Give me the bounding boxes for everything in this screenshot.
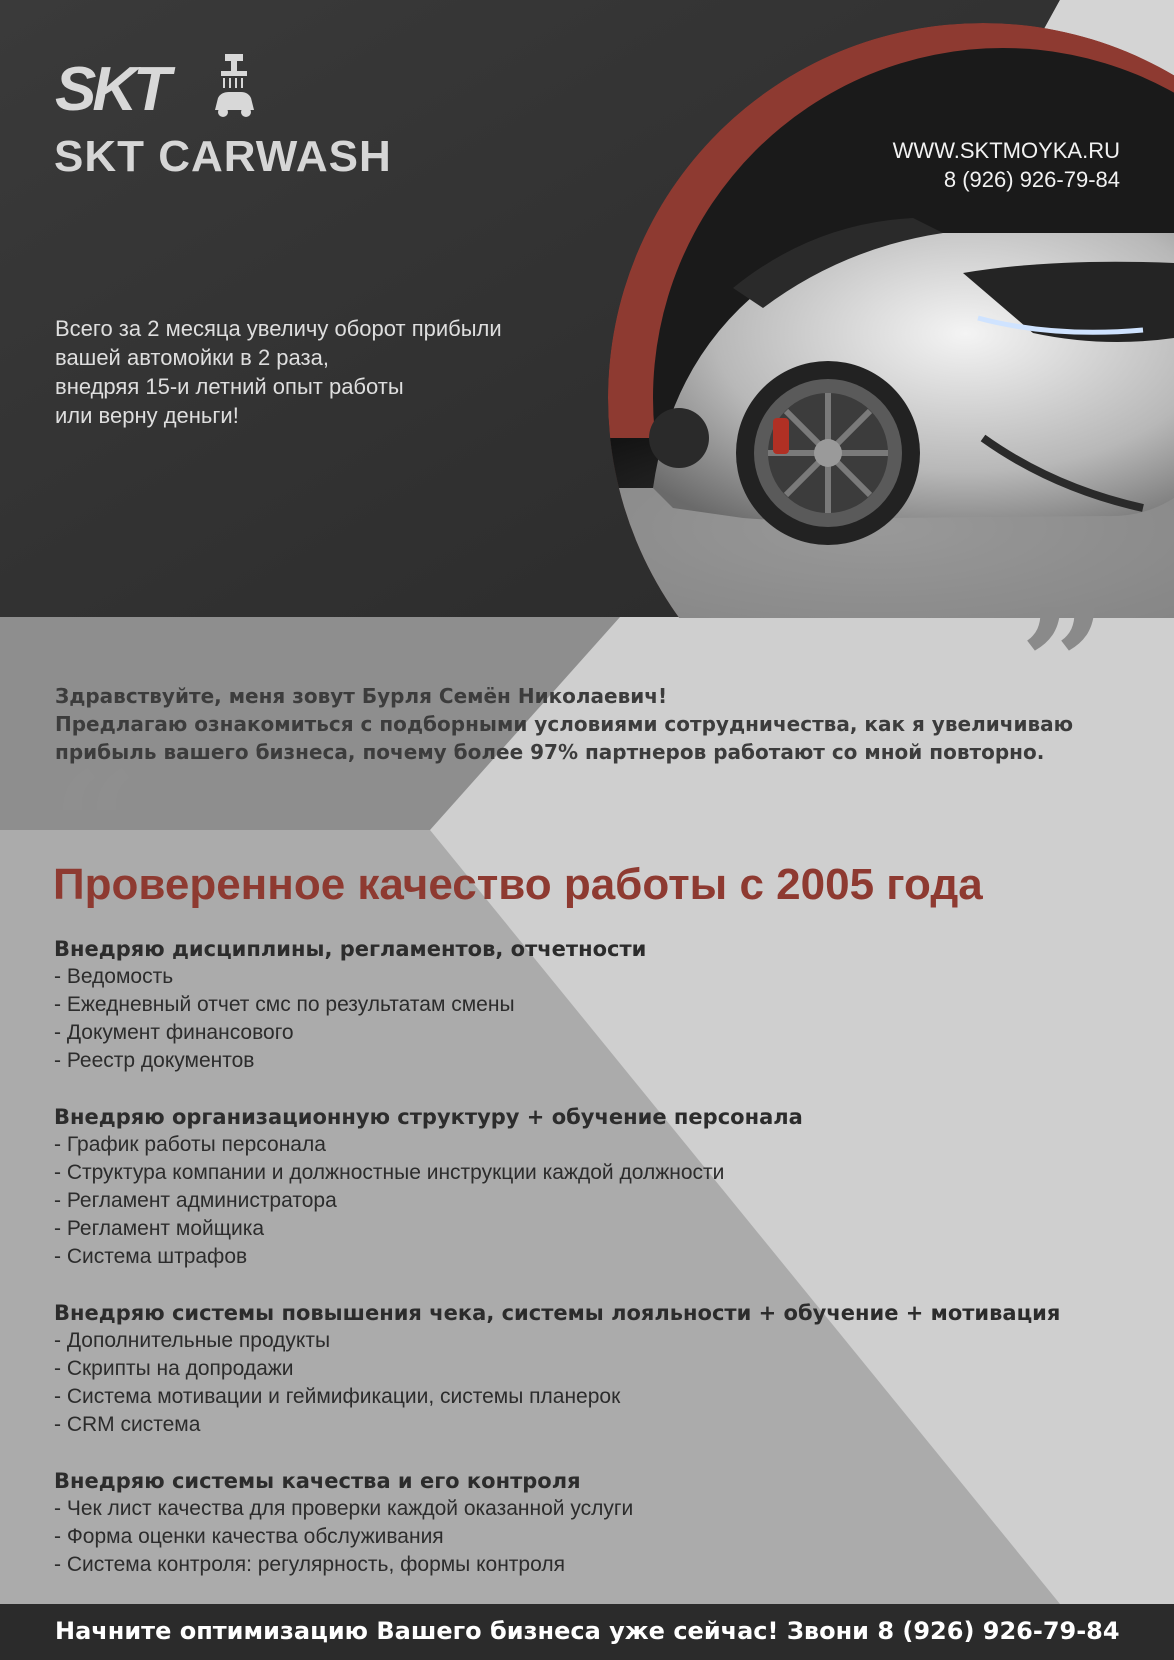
section-quality <box>54 1467 1114 1579</box>
pitch-text <box>55 314 502 430</box>
services-list <box>54 935 1114 1607</box>
closing-quote-icon: ” <box>1020 577 1107 753</box>
website-link[interactable]: WWW.SKTMOYKA.RU <box>892 138 1120 163</box>
list-item: - Реестр документов <box>54 1049 255 1072</box>
list-item: - Документ финансового <box>54 1021 294 1044</box>
pitch-line: Всего за 2 месяца увеличу оборот прибыли <box>55 316 502 341</box>
list-item: - Ведомость <box>54 965 174 988</box>
section-structure <box>54 1103 1114 1271</box>
section-discipline <box>54 935 1114 1075</box>
section-title: Внедряю дисциплины, регламентов, отчетности <box>54 937 647 961</box>
pitch-line: или верну деньги! <box>55 403 239 428</box>
list-item: - Дополнительные продукты <box>54 1329 331 1352</box>
list-item: - Система контроля: регулярность, формы контроля <box>54 1553 565 1576</box>
greeting-line: Предлагаю ознакомиться с подборными условиями сотрудничества, как я увеличиваю <box>55 712 1074 736</box>
car-wash-icon <box>215 54 254 117</box>
section-title: Внедряю системы повышения чека, системы лояльности + обучение + мотивация <box>54 1301 1061 1325</box>
headline: Проверенное качество работы с 2005 года <box>53 860 983 909</box>
phone-number[interactable]: 8 (926) 926-79-84 <box>943 167 1120 192</box>
list-item: - CRM система <box>54 1413 201 1436</box>
footer-call-to-action[interactable]: Начните оптимизацию Вашего бизнеса уже сейчас! Звони 8 (926) 926-79-84 <box>55 1617 1120 1645</box>
list-item: - Форма оценки качества обслуживания <box>54 1525 444 1548</box>
list-item: - Чек лист качества для проверки каждой оказанной услуги <box>54 1497 634 1520</box>
brand-name: SKT CARWASH <box>54 132 392 181</box>
car-photo <box>583 18 1174 618</box>
section-sales <box>54 1299 1114 1439</box>
greeting <box>55 682 1073 766</box>
list-item: - Система штрафов <box>54 1245 248 1268</box>
list-item: - Регламент администратора <box>54 1189 337 1212</box>
contacts <box>893 136 1120 194</box>
opening-quote-icon: “ <box>52 739 139 915</box>
list-item: - Регламент мойщика <box>54 1217 265 1240</box>
list-item: - Скрипты на допродажи <box>54 1357 294 1380</box>
section-title: Внедряю организационную структуру + обучение персонала <box>54 1105 803 1129</box>
list-item: - Система мотивации и геймификации, системы планерок <box>54 1385 621 1408</box>
skt-logo-icon <box>55 52 255 122</box>
list-item: - Структура компании и должностные инструкции каждой должности <box>54 1161 725 1184</box>
greeting-line: прибыль вашего бизнеса, почему более 97% партнеров работают со мной повторно. <box>55 740 1045 764</box>
pitch-line: внедряя 15-и летний опыт работы <box>55 374 404 399</box>
greeting-line: Здравствуйте, меня зовут Бурля Семён Николаевич! <box>55 684 668 708</box>
list-item: - Ежедневный отчет смс по результатам смены <box>54 993 515 1016</box>
section-title: Внедряю системы качества и его контроля <box>54 1469 581 1493</box>
list-item: - График работы персонала <box>54 1133 326 1156</box>
pitch-line: вашей автомойки в 2 раза, <box>55 345 329 370</box>
logo-text: SKT <box>55 55 167 122</box>
